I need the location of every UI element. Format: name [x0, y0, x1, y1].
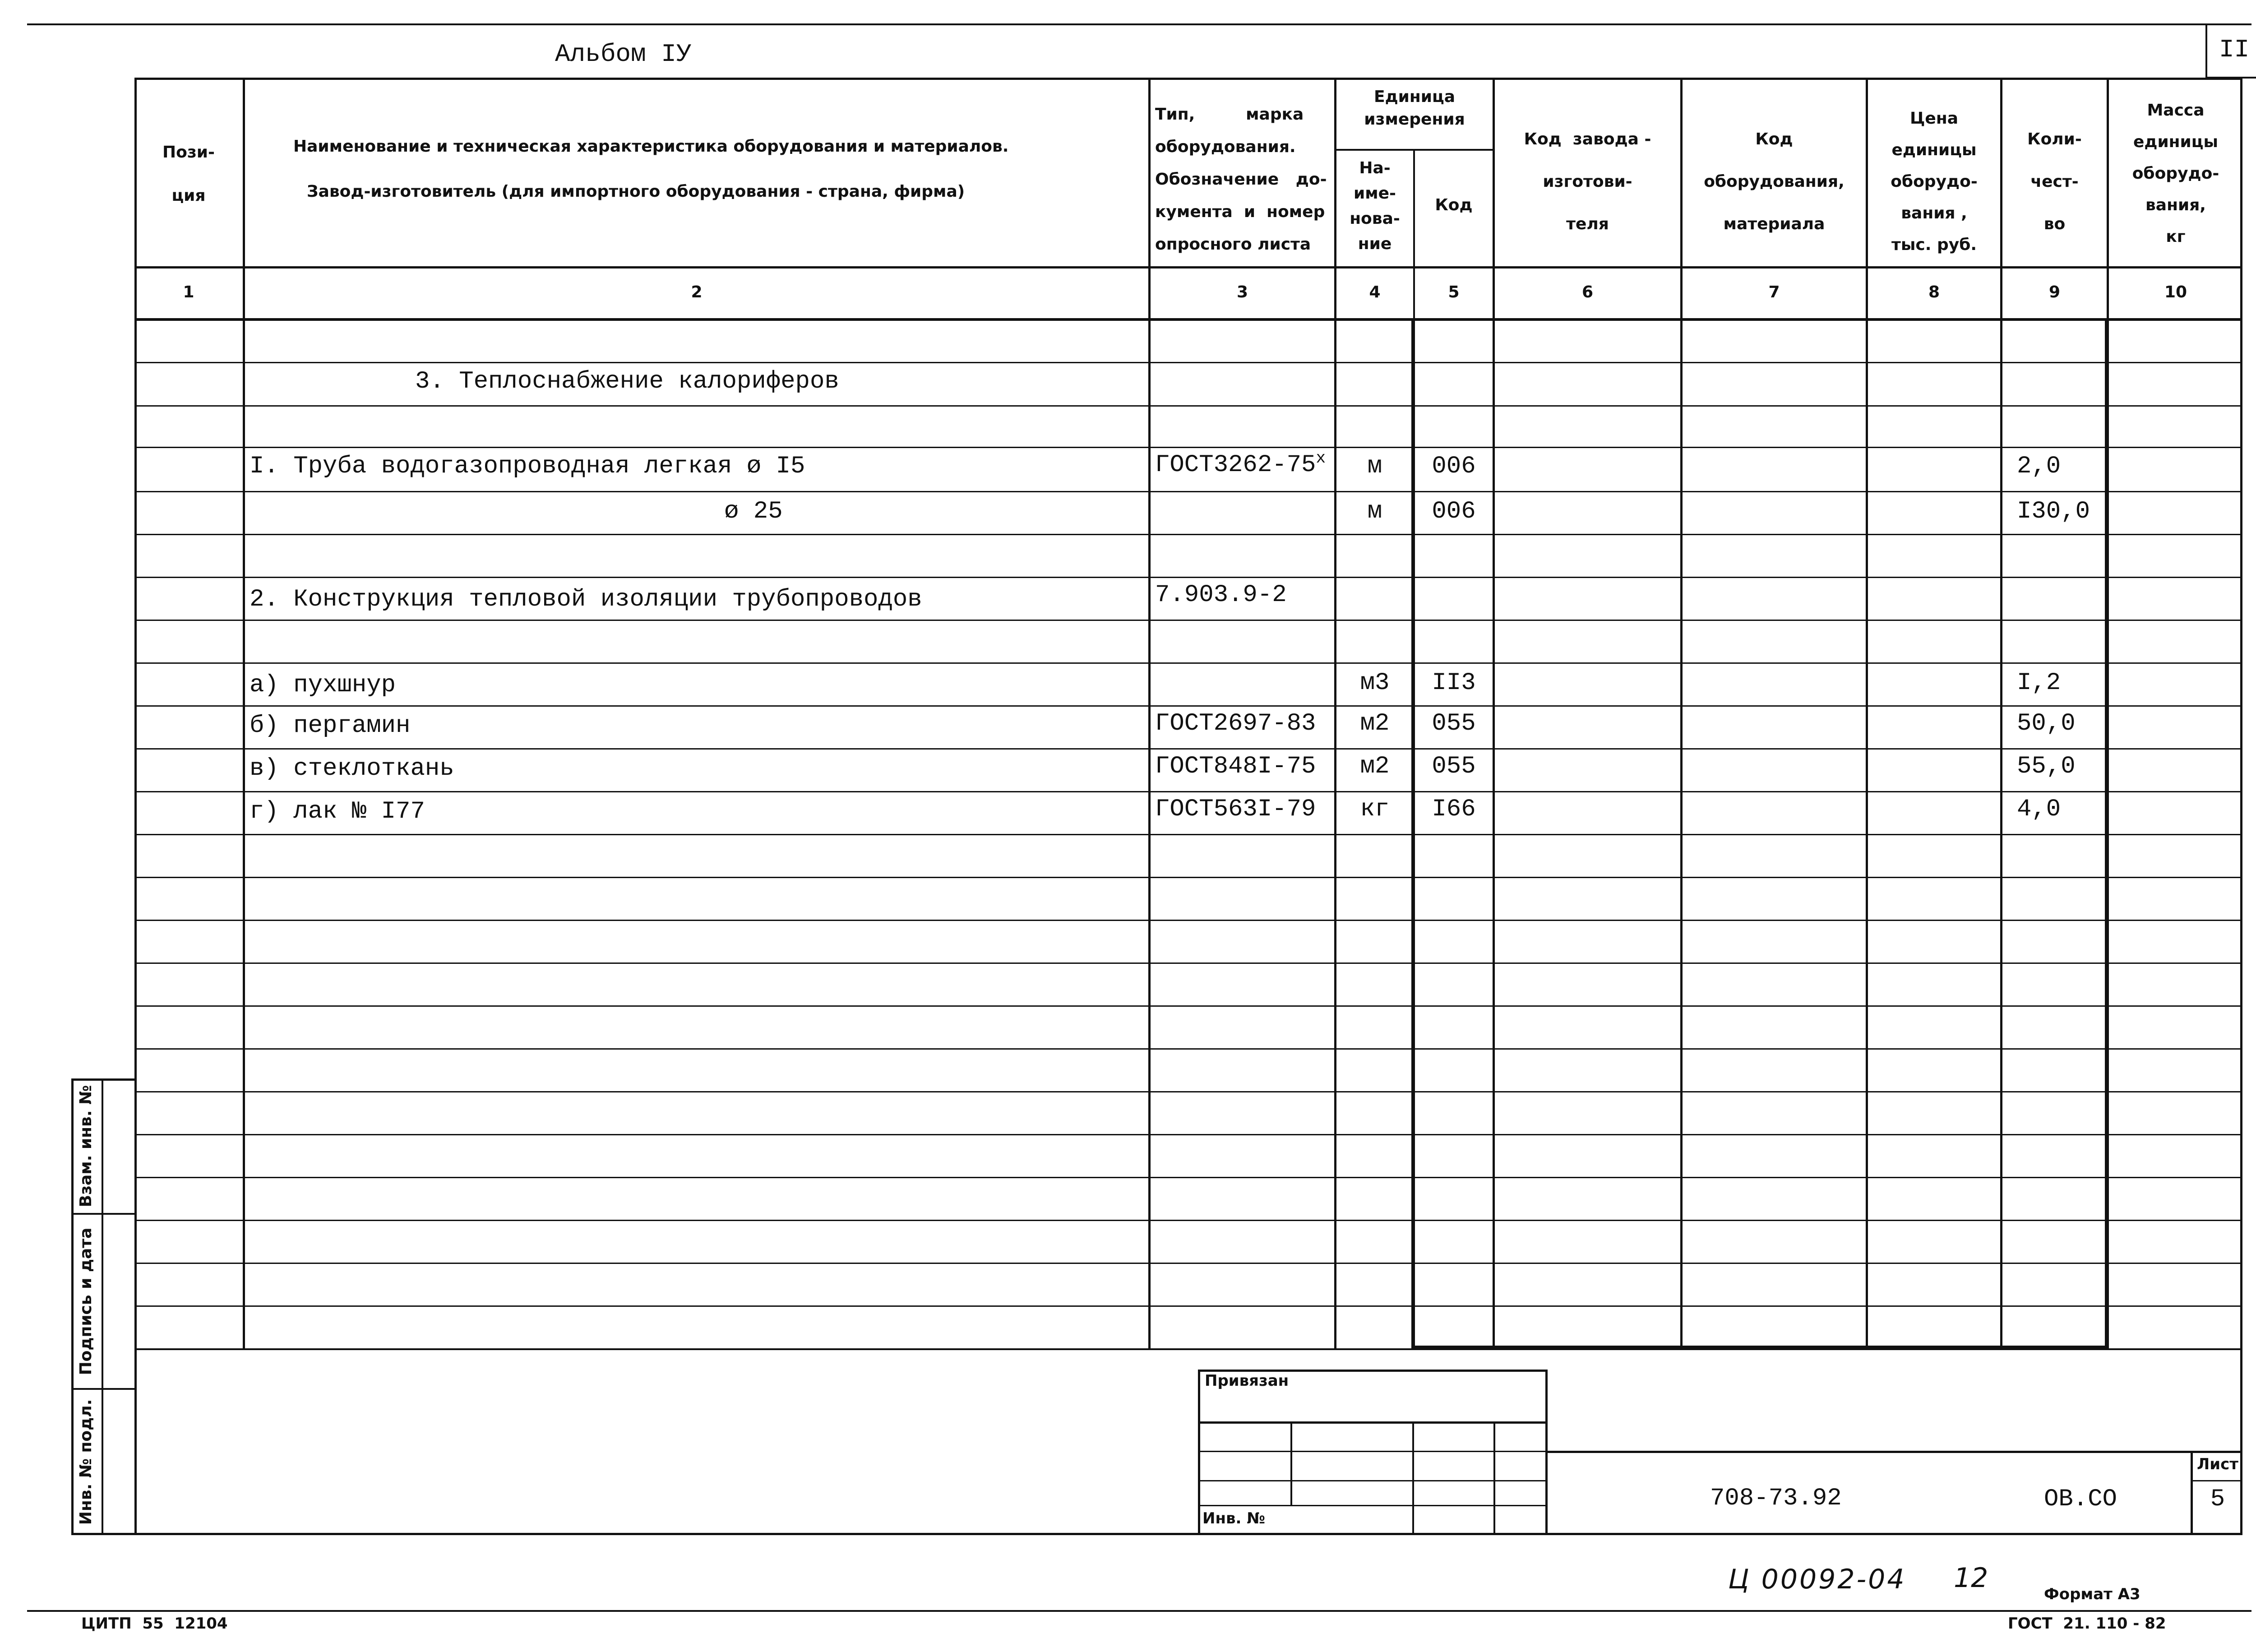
section-code: ОВ.СО — [2044, 1485, 2117, 1513]
sheet-label: Лист — [2197, 1455, 2238, 1473]
side-label-inv: Инв. № подл. — [77, 1399, 95, 1525]
header-type: Тип, марка оборудования. Обозначение до- кумента и номер опросного листа — [1155, 105, 1327, 254]
handwritten-number: 12 — [1954, 1562, 1988, 1594]
header-name: Наименование и техническая характеристика оборудования и материалов. Завод-изготовитель (для импортного оборудования - страна, фирма) — [293, 137, 1009, 201]
footer-left-code: ЦИТП 55 12104 — [81, 1615, 228, 1633]
doc-number: 708-73.92 — [1710, 1485, 1842, 1512]
handwritten-code: Ц 00092-04 — [1728, 1564, 1906, 1595]
header-equipment-code: Код оборудования, материала — [1704, 130, 1845, 233]
header-unit-code: Код — [1435, 196, 1473, 214]
page: Альбом IУ II Пози- ция Наименование и техническая характеристика оборудования и материалов. Завод-изготовитель (для импортного оборудования - страна, фирма) Тип, марка оборудования. Обозначение до- кумента и номер опросного листа Единица измерения На- име- нова- ние Код Код завода - изготови- теля Код оборудования, материала Цена единицы оборудо- вания , тыс. руб. Коли- чест- во Масса единицы оборудо- вания, кг 1 2 3 4 5 6 7 8 9 10 3. Теплоснабжение калориферов I. Труба водогазопроводная легкая ø I5 ГОСТ3262-75$^x$ м 006 2,0 ø 25 м 006 I30,0 2. Конструкция тепловой изоляции трубопроводов 7.903.9-2 а) пухшнур м3 II3 I,2 б) пергамин ГОСТ2697-83 м2 055 50,0 в) стеклоткань ГОСТ848I-75 м2 055 55,0 г) лак № I77 ГОСТ563I-79 кг I66 4,0 Взам. инв. № Подпись и дата Инв. № подл. Привязан Инв. № 708-73.92 ОВ.СО Лист 5 Ц 00092-04 12 Формат А3 ЦИТП 55 12104 ГОСТ 21. 110 - 82 — [0, 0, 2256, 1652]
header-unit-group: Единица измерения — [1364, 88, 1465, 129]
header-price: Цена единицы оборудо- вания , тыс. руб. — [1891, 109, 1978, 254]
side-label-vzam: Взам. инв. № — [77, 1085, 95, 1208]
format-label: Формат А3 — [2044, 1585, 2140, 1603]
privyazan-label: Привязан — [1205, 1372, 1289, 1390]
sheet-number: 5 — [2210, 1485, 2225, 1513]
album-title: Альбом IУ — [555, 40, 692, 69]
footer-gost: ГОСТ 21. 110 - 82 — [2008, 1615, 2166, 1633]
section-title: 3. Теплоснабжение калориферов — [415, 368, 839, 395]
header-quantity: Коли- чест- во — [2027, 130, 2082, 233]
header-mass: Масса единицы оборудо- вания, кг — [2132, 101, 2219, 246]
header-position: Пози- ция — [162, 143, 215, 205]
inv-no-label: Инв. № — [1202, 1509, 1266, 1527]
header-unit-name: На- име- нова- ние — [1350, 159, 1400, 253]
side-label-signature: Подпись и дата — [77, 1227, 95, 1375]
header-factory-code: Код завода - изготови- теля — [1524, 130, 1651, 233]
page-corner-number: II — [2219, 35, 2250, 64]
